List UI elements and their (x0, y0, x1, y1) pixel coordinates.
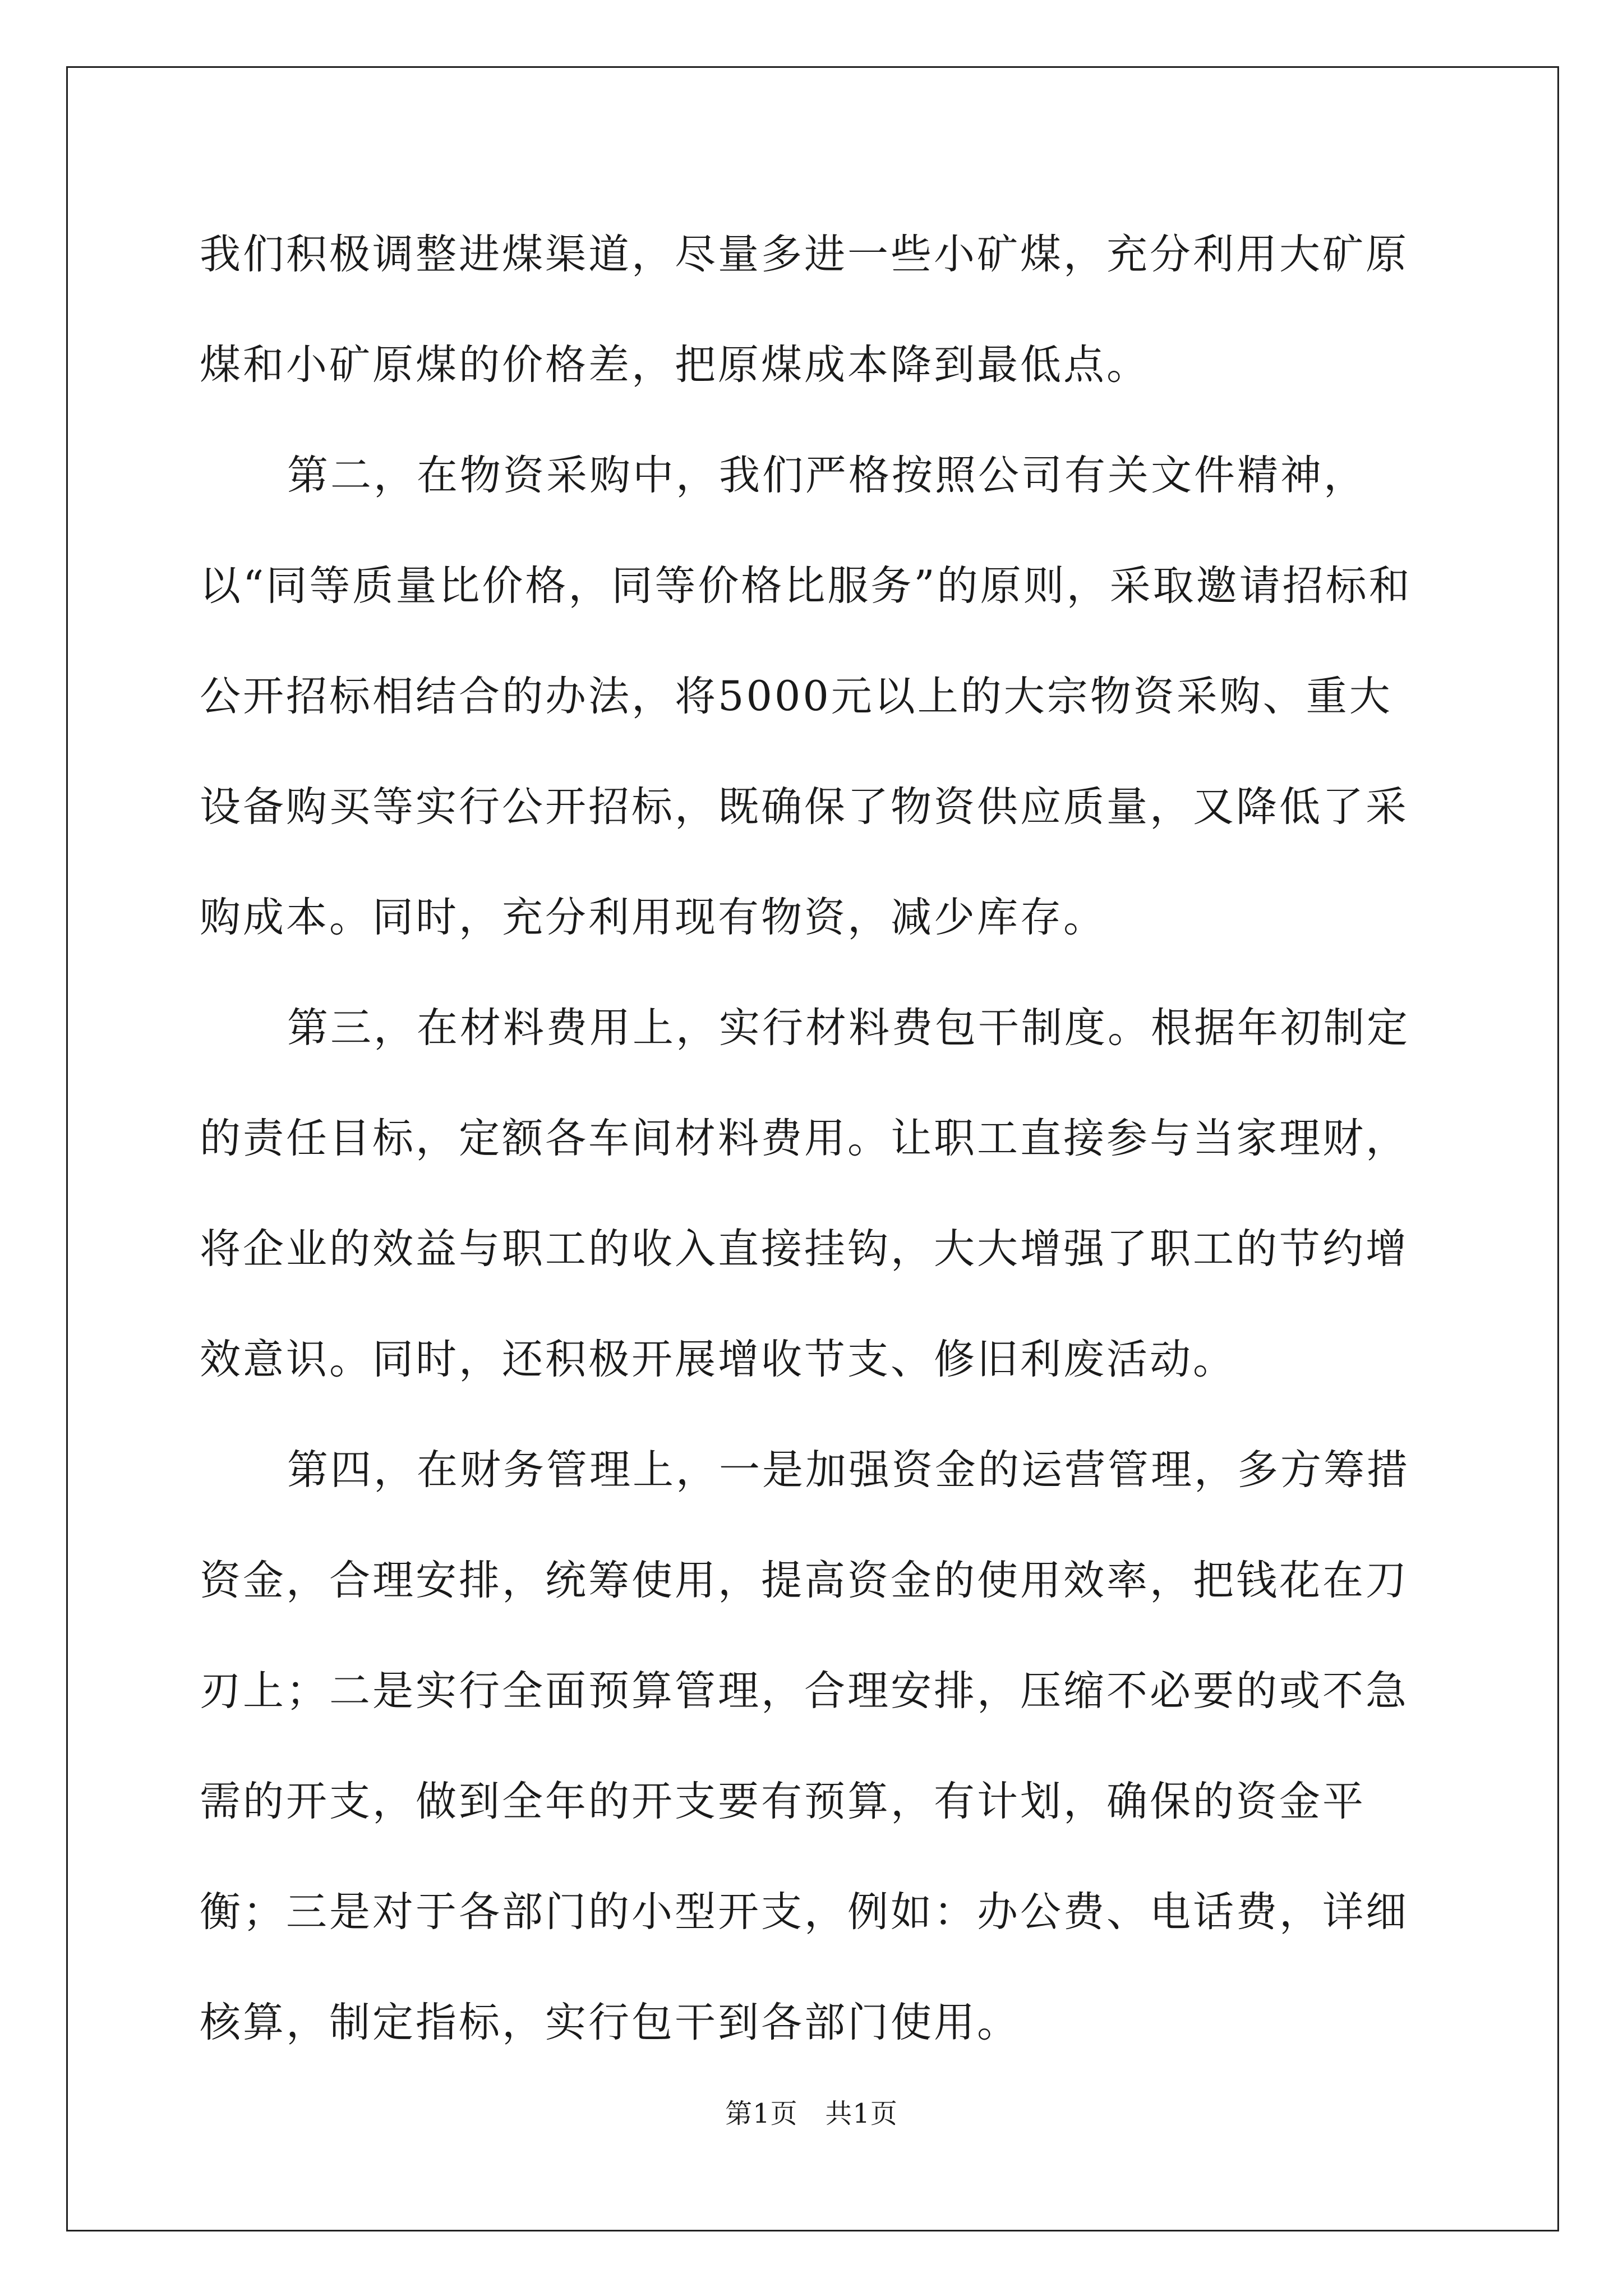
paragraph-2: 第二，在物资采购中，我们严格按照公司有关文件精神，以“同等质量比价格，同等价格比服务”的原则，采取邀请招标和公开招标相结合的办法，将5000元以上的大宗物资采购、重大设备购买等实行公开招标，既确保了物资供应质量，又降低了采购成本。同时，充分利用现有物资，减少库存。 (200, 452, 1412, 941)
page-number-footer: 第1页 共1页 (725, 2098, 898, 2129)
paragraph-1: 我们积极调整进煤渠道，尽量多进一些小矿煤，充分利用大矿原煤和小矿原煤的价格差，把原煤成本降到最低点。 (200, 231, 1409, 389)
paragraph-3: 第三，在材料费用上，实行材料费包干制度。根据年初制定的责任目标，定额各车间材料费用。让职工直接参与当家理财，将企业的效益与职工的收入直接挂钩，大大增强了职工的节约增效意识。同时，还积极开展增收节支、修旧利废活动。 (200, 1004, 1410, 1383)
paragraph-4: 第四，在财务管理上，一是加强资金的运营管理，多方筹措资金，合理安排，统筹使用，提高资金的使用效率，把钱花在刀刃上；二是实行全面预算管理，合理安排，压缩不必要的或不急需的开支，做到全年的开支要有预算，有计划，确保的资金平衡；三是对于各部门的小型开支，例如：办公费、电话费，详细核算，制定指标，实行包干到各部门使用。 (200, 1446, 1410, 2046)
document-body (200, 199, 1428, 2078)
